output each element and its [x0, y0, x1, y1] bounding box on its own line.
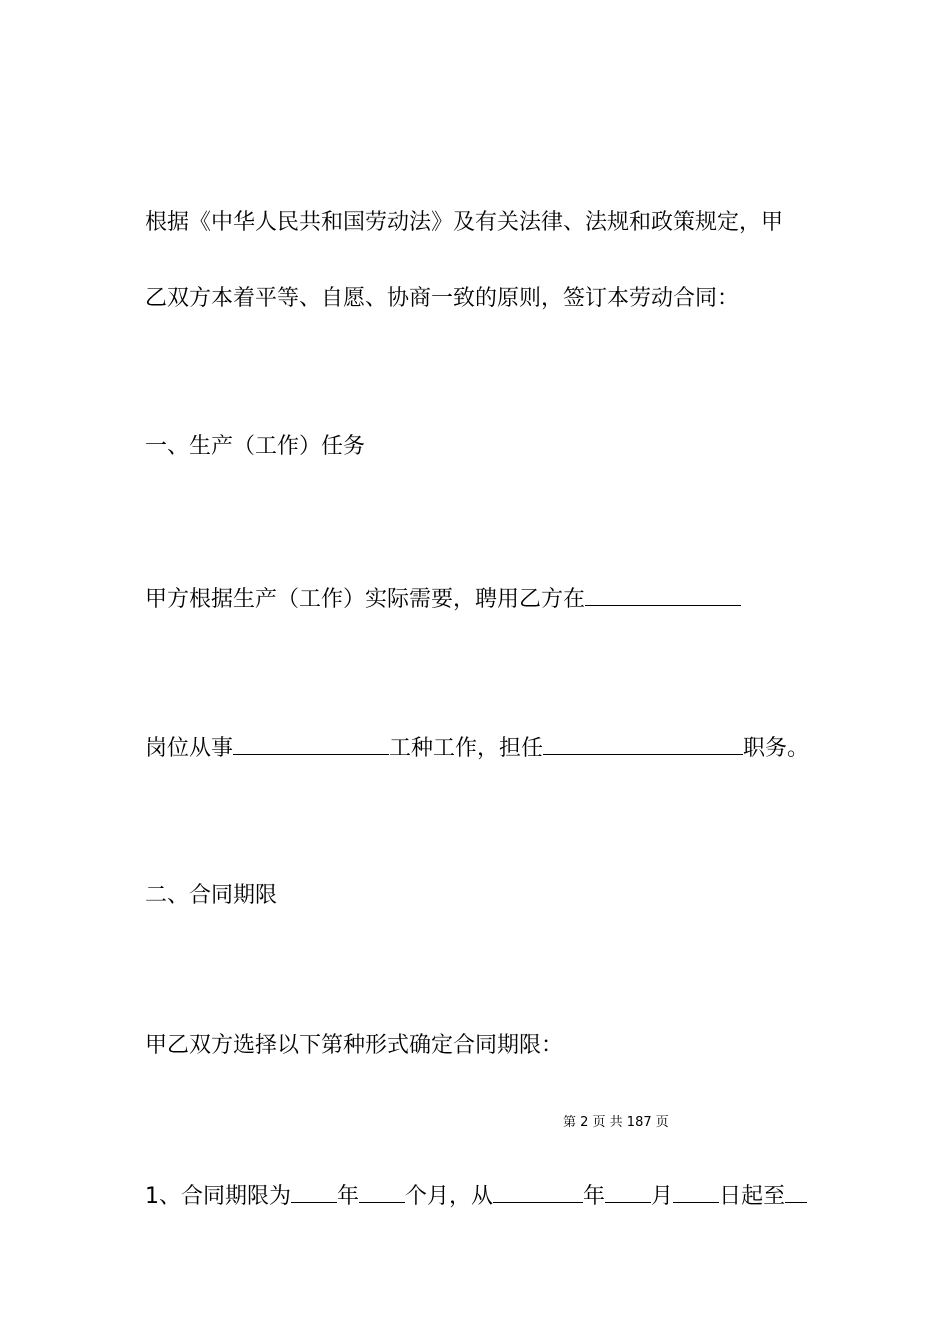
section-2-line-1-text: 甲乙双方选择以下第种形式确定合同期限： [145, 1033, 564, 1058]
page-footer [563, 1114, 669, 1132]
end-date-blank [785, 1180, 807, 1203]
section-2-heading-text: 二、合同期限 [145, 883, 278, 908]
intro-line-1 [145, 208, 783, 238]
section-2-heading [145, 881, 277, 911]
section-1-heading-text: 一、生产（工作）任务 [145, 434, 366, 459]
start-year-blank [493, 1180, 583, 1203]
intro-text-1: 根据《中华人民共和国劳动法》及有关法律、法规和政策规定，甲 [145, 210, 784, 235]
item-1-part-6: 日起至 [719, 1184, 786, 1209]
section-1-line-1 [145, 583, 741, 615]
months-blank [359, 1180, 405, 1203]
duty-blank [543, 732, 743, 755]
years-blank [291, 1180, 337, 1203]
intro-text-2: 乙双方本着平等、自愿、协商一致的原则，签订本劳动合同： [145, 286, 740, 311]
section-1-line-1-text: 甲方根据生产（工作）实际需要，聘用乙方在 [145, 587, 586, 612]
section-2-line-1 [145, 1031, 563, 1061]
section-1-heading [145, 432, 365, 462]
job-type-blank [233, 732, 389, 755]
section-1-line-2-part-3: 职务。 [743, 736, 810, 761]
item-1-part-3: 个月，从 [405, 1184, 494, 1209]
section-1-line-2 [145, 732, 809, 764]
section-1-line-2-part-1: 岗位从事 [145, 736, 234, 761]
start-day-blank [673, 1180, 719, 1203]
start-month-blank [605, 1180, 651, 1203]
position-blank [585, 583, 741, 606]
section-1-line-2-part-2: 工种工作，担任 [389, 736, 544, 761]
intro-line-2 [145, 284, 739, 314]
item-1-part-1: 1、合同期限为 [145, 1184, 291, 1209]
section-2-item-1 [145, 1180, 807, 1212]
item-1-part-2: 年 [337, 1184, 360, 1209]
item-1-part-5: 月 [651, 1184, 674, 1209]
page-number: 第 2 页 共 187 页 [563, 1115, 669, 1130]
item-1-part-4: 年 [583, 1184, 606, 1209]
